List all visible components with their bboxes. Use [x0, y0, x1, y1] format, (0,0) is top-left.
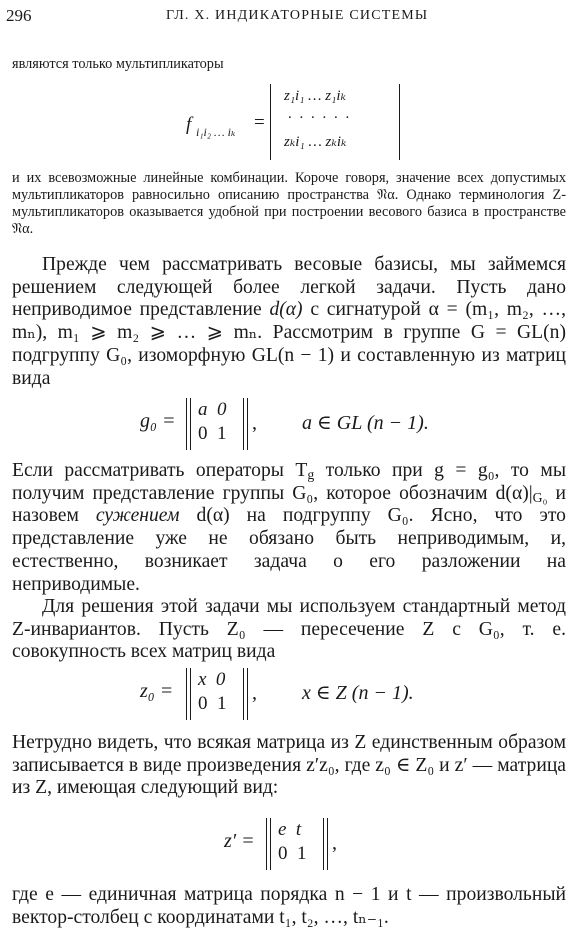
determinant-matrix	[270, 84, 400, 160]
formula-multiplicator	[186, 84, 416, 160]
page-header	[6, 6, 566, 28]
matrix-z0-row-1: x 0	[198, 669, 226, 690]
formula-lhs: f	[186, 114, 192, 135]
formula-lhs-subscript: i₁i₂ … iₖ	[196, 125, 236, 139]
running-head: ГЛ. X. ИНДИКАТОРНЫЕ СИСТЕМЫ	[166, 8, 429, 23]
matrix-zprime-row-2: 0 1	[278, 843, 307, 864]
page-number: 296	[6, 6, 32, 25]
paragraph-restriction: Если рассматривать операторы $T_g$ только при g = g₀, то мы получим представление группы G₀, которое обозначим $d(\alpha)|_{G_0}$ и назовем сужением d(α) на подгруппу G₀. Ясно, что это представление уже не обязано быть неприводимым, и, естественно, возникает задача о его разложении на неприводимые.	[12, 460, 566, 595]
formula-g0-lhs: g₀ =	[140, 410, 176, 432]
intro-line: являются только мультипликаторы	[12, 56, 224, 72]
formula-z0-condition: x ∈ Z (n − 1).	[302, 682, 414, 704]
matrix-row-dots: . . . . . .	[288, 106, 352, 122]
matrix-g0	[186, 398, 248, 450]
formula-g0-comma: ,	[252, 412, 257, 434]
formula-g0-condition: a ∈ GL (n − 1).	[302, 412, 429, 434]
matrix-zprime-row-1: e t	[278, 819, 302, 840]
matrix-g0-row-2: 0 1	[198, 423, 227, 444]
matrix-row-1: z₁i₁ … z₁iₖ	[284, 88, 346, 104]
matrix-row-k: zₖi₁ … zₖiₖ	[284, 134, 347, 150]
formula-z-prime	[224, 818, 364, 870]
formula-z0-comma: ,	[252, 682, 257, 704]
formula-z0	[140, 668, 460, 720]
matrix-g0-row-1: a 0	[198, 399, 227, 420]
formula-zprime-comma: ,	[332, 832, 337, 854]
paragraph-problem: Прежде чем рассматривать весовые базисы, мы займемся решением следующей более легкой задачи. Пусть дано неприводимое представление d(α) с сигнатурой α = (m₁, m₂, …, mₙ), m₁ ⩾ m₂ ⩾ … ⩾ mₙ. Рассмотрим в группе G = GL(n) подгруппу G₀, изоморфную GL(n − 1) и составленную из матриц вида	[12, 254, 566, 389]
formula-z0-lhs: z₀ =	[140, 680, 174, 702]
matrix-z-prime	[266, 818, 328, 870]
equals-sign: =	[254, 112, 265, 133]
paragraph-vector: где e — единичная матрица порядка n − 1 и t — произвольный вектор-столбец с координатами t₁, t₂, …, tₙ₋₁.	[12, 884, 566, 928]
determinant-left-bar	[270, 84, 271, 160]
paragraph-decomposition: Нетрудно видеть, что всякая матрица из Z единственным образом записывается в виде произведения z′z₀, где z₀ ∈ Z₀ и z′ — матрица из Z, имеющая следующий вид:	[12, 732, 566, 799]
determinant-right-bar	[399, 84, 400, 160]
matrix-z0-row-2: 0 1	[198, 693, 227, 714]
formula-zprime-lhs: z′ =	[224, 830, 255, 852]
paragraph-z-invariants: Для решения этой задачи мы используем стандартный метод Z-инвариантов. Пусть Z₀ — пересечение Z с G₀, т. е. совокупность всех матриц вида	[12, 596, 566, 663]
formula-g0	[140, 398, 460, 450]
matrix-z0	[186, 668, 248, 720]
emphasis-term: сужением	[95, 505, 180, 527]
small-paragraph: и их всевозможные линейные комбинации. Короче говоря, значение всех допустимых мультипликаторов равносильно описанию пространства 𝔑α. Однако терминология Z-мультипликаторов оказывается удобной при построении весового базиса в пространстве 𝔑α.	[12, 170, 566, 237]
